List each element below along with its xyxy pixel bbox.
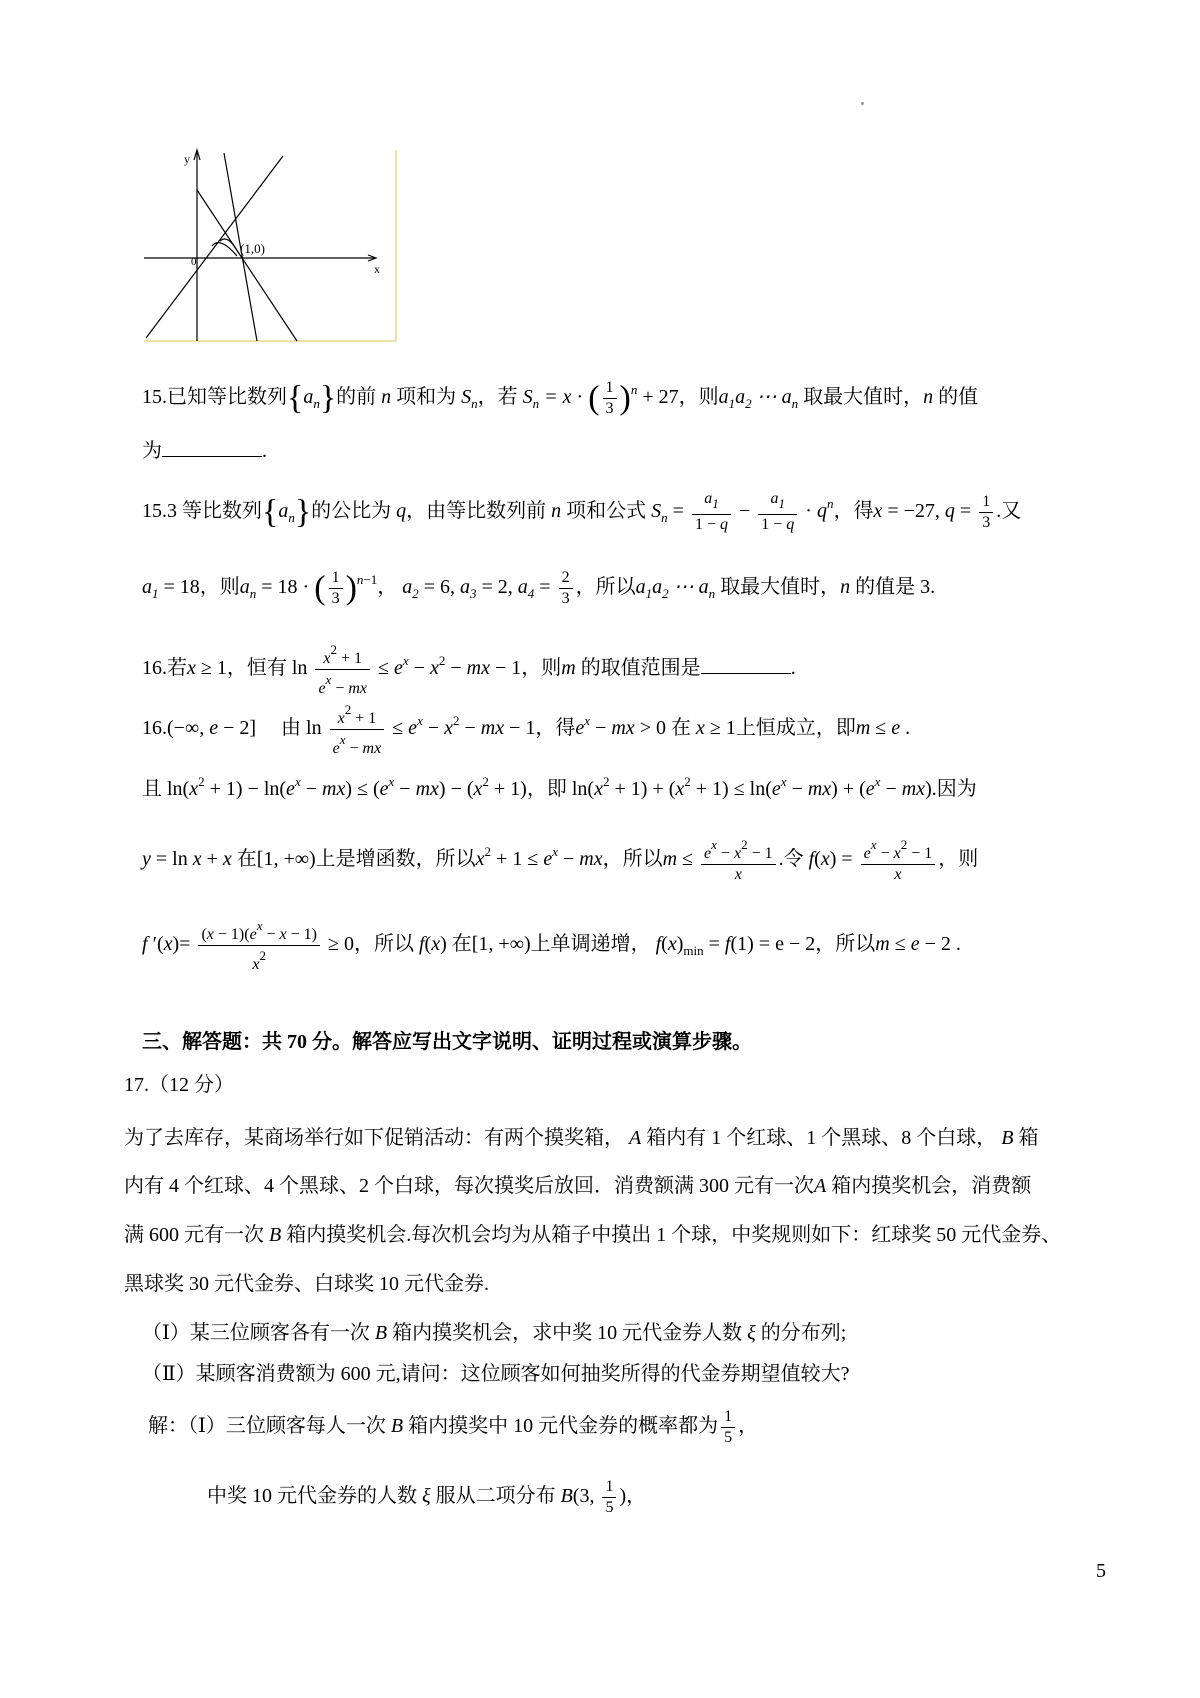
q17-paragraph-line3: 满 600 元有一次 B 箱内摸奖机会.每次机会均为从箱子中摸出 1 个球，中奖规则如下：红球奖 50 元代金券、 xyxy=(124,1224,1062,1246)
q17-label: 17.（12 分） xyxy=(124,1074,234,1096)
origin-label: 0 xyxy=(191,256,197,268)
p15-answer-line1: 15.3 等比数列$\{a_n\}$的公比为 q，由等比数列前 n 项和公式 $S_n$ = $\frac{a_1}{1 - q}$ − $\frac{a_1}{1 - q}$ · $q^n$，得x = −27, q = $\frac{1}{3}$ .又 xyxy=(142,490,1022,534)
x-axis-label: x xyxy=(374,262,380,276)
answer-blank[interactable] xyxy=(162,438,262,457)
solution-line2: 中奖 10 元代金券的人数 ξ 服从二项分布 B(3, $\frac{1}{5}$ )， xyxy=(207,1477,647,1516)
scan-speck xyxy=(861,102,864,105)
p16-answer-line4: f ′(x)= $\frac{(x - 1)(e^x - x - 1)}{x^2}$ ≥ 0，所以 f(x) 在[1, +∞)上单调递增， $f(x)_{min} = f(1) = e - 2$，所以m ≤ e − 2 . xyxy=(142,918,961,973)
q17-paragraph-line2: 内有 4 个红球、4 个黑球、2 个白球，每次摸奖后放回．消费额满 300 元有一次A 箱内摸奖机会，消费额 xyxy=(124,1175,1032,1197)
angle-arc xyxy=(220,239,238,252)
p15-question-line2: 为 . xyxy=(142,440,267,462)
p16-answer-line3: y = ln x + x 在[1, +∞)上是增函数，所以$x^2 + 1 \le e^x$ − mx，所以m ≤ $\frac{e^x - x^2 - 1}{x}$ .令 f(x) = $\frac{e^x - x^2 - 1}{x}$ ，则 xyxy=(142,837,979,884)
figure-frame xyxy=(144,150,396,341)
line-diagram xyxy=(142,148,400,344)
p15-question-line1: 15.已知等比数列$\{a_n\}$的前 n 项和为 $S_n$，若 $S_n = x$ · ( $\frac{1}{3}$ )$^n$ + 27，则$a_1a_2$ ⋯ $a_n$ 取最大值时，n 的值 xyxy=(142,378,979,417)
p16-answer-line1: 16.(−∞, e − 2] 由 ln $\frac{x^2 + 1}{e^x - mx}$ ≤ $e^x - x^2$ − mx − 1，得$e^x$ − mx > 0 在 x ≥ 1上恒成立，即m ≤ e . xyxy=(142,702,911,757)
section-heading: 三、解答题：共 70 分。解答应写出文字说明、证明过程或演算步骤。 xyxy=(142,1031,752,1053)
q17-part-i: （Ⅰ）某三位顾客各有一次 B 箱内摸奖机会，求中奖 10 元代金券人数 ξ 的分布列; xyxy=(142,1322,847,1344)
p15-answer-line2: $a_1 = 18$，则$a_n = 18$ · ( $\frac{1}{3}$ )$^{n-1}$， $a_2 = 6$, $a_3 = 2$, $a_4$ = $\frac{2}{3}$ ，所以$a_1a_2$ ⋯ $a_n$ 取最大值时，n 的值是 3. xyxy=(142,568,936,607)
p16-answer-line2: 且 $\ln(x^2 + 1) - \ln(e^x - mx) \le (e^x - mx) - (x^2 + 1)$，即 $\ln(x^2 + 1) + (x^2 + 1) \le \ln(e^x - mx) + (e^x - mx)$.因为 xyxy=(142,774,977,800)
solution-line1: 解：（Ⅰ）三位顾客每人一次 B 箱内摸奖中 10 元代金券的概率都为 $\frac{1}{5}$ ， xyxy=(148,1407,759,1446)
answer-blank[interactable] xyxy=(701,655,791,674)
y-axis-label: y xyxy=(184,152,190,166)
page-number: 5 xyxy=(1096,1560,1106,1582)
point-label: (1,0) xyxy=(240,241,265,256)
p16-question: 16.若x ≥ 1，恒有 ln $\frac{x^2 + 1}{e^x - mx}$ ≤ $e^x - x^2$ − mx − 1，则m 的取值范围是 . xyxy=(142,642,796,697)
q17-paragraph-line1: 为了去库存，某商场举行如下促销活动：有两个摸奖箱， A 箱内有 1 个红球、1 个黑球、8 个白球， B 箱 xyxy=(124,1127,1039,1149)
q17-paragraph-line4: 黑球奖 30 元代金券、白球奖 10 元代金券. xyxy=(124,1273,489,1295)
q17-part-ii: （Ⅱ）某顾客消费额为 600 元,请问：这位顾客如何抽奖所得的代金券期望值较大? xyxy=(142,1363,850,1385)
line-moderate xyxy=(197,190,297,341)
